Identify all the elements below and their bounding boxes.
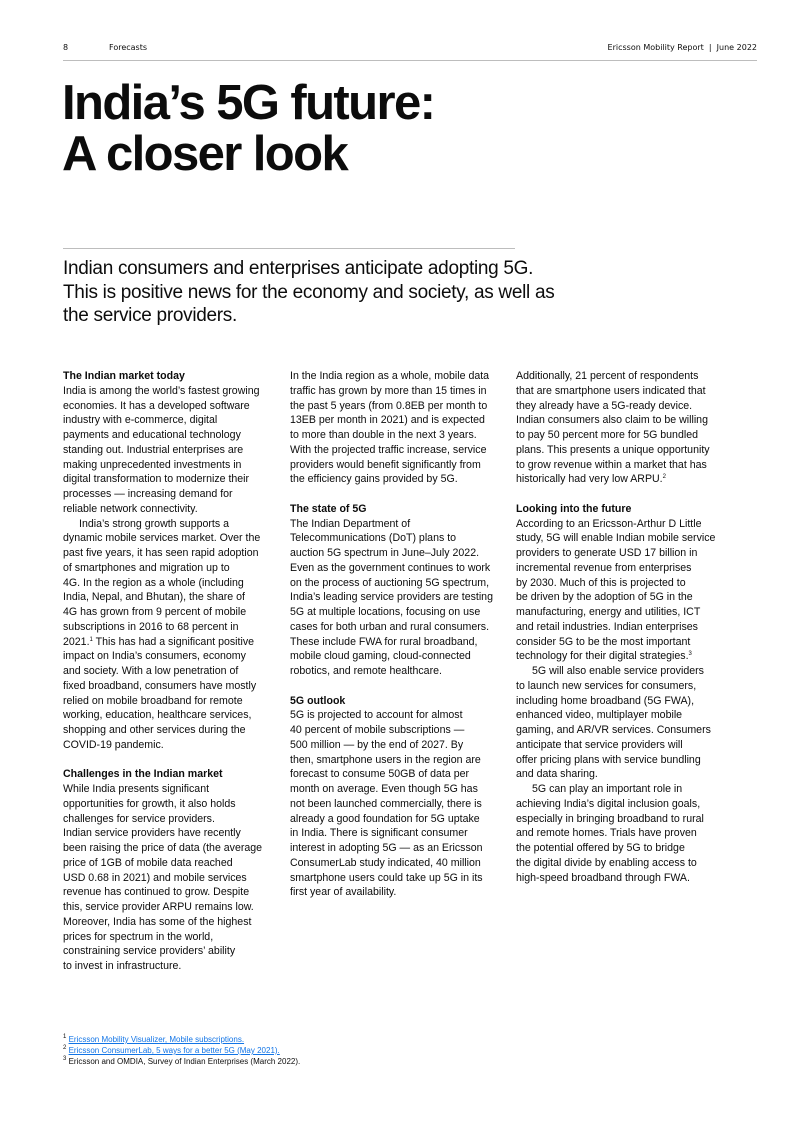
text-line: 5G can play an important role in: [532, 783, 683, 795]
text-line: to pay 50 percent more for 5G bundled: [516, 429, 698, 441]
footnote-number: 1: [63, 1034, 67, 1040]
text-line: first year of availability.: [290, 886, 397, 899]
text-line: 4G has grown from 9 percent of mobile: [63, 606, 247, 618]
text-line: be driven by the adoption of 5G in the: [516, 591, 693, 604]
text-line: opportunities for growth, it also holds: [63, 797, 236, 810]
text-line: historically had very low ARPU.$^2$: [516, 473, 666, 486]
text-line: providers to generate USD 17 billion in: [516, 547, 698, 559]
text-line: of smartphones and migration up to: [63, 561, 230, 574]
text-line: past five years, it has seen rapid adoption: [63, 547, 259, 559]
text-line: Indian service providers have recently: [63, 827, 241, 840]
paragraph: [63, 517, 293, 753]
text-line: economies. It has a developed software: [63, 399, 250, 412]
text-line: price of 1GB of mobile data reached: [63, 856, 233, 869]
text-line: prices for spectrum in the world,: [63, 930, 214, 943]
text-line: shopping and other services during the: [63, 724, 246, 736]
text-line: reliable network connectivity.: [63, 502, 198, 515]
text-line: dynamic mobile services market. Over the: [63, 532, 261, 545]
footnote-number: 3: [63, 1056, 67, 1062]
text-line: providers would benefit significantly from: [290, 458, 481, 471]
title-line: A closer look: [62, 127, 348, 181]
text-line: ConsumerLab study indicated, 40 million: [290, 856, 481, 869]
section-name: Forecasts: [109, 43, 148, 52]
text-line: Telecommunications (DoT) plans to: [290, 532, 457, 545]
column-1: [63, 369, 293, 974]
footnote-link[interactable]: Ericsson Mobility Visualizer, Mobile subscriptions.: [68, 1035, 245, 1044]
text-line: The Indian Department of: [290, 517, 411, 530]
text-line: 13EB per month in 2021) and is expected: [290, 414, 485, 427]
text-line: Moreover, India has some of the highest: [63, 915, 252, 928]
text-line: Additionally, 21 percent of respondents: [516, 370, 699, 382]
text-line: by 2030. Much of this is projected to: [516, 576, 686, 589]
footnote: [63, 1045, 300, 1056]
paragraph: [516, 782, 746, 885]
text-line: subscriptions in 2016 to 68 percent in: [63, 620, 239, 633]
text-line: to grow revenue within a market that has: [516, 458, 707, 471]
text-line: cases for both urban and rural consumers.: [290, 620, 490, 633]
text-line: digital transformation to modernize their: [63, 473, 250, 486]
text-line: then, smartphone users in the region are: [290, 753, 481, 766]
text-line: 5G at multiple locations, focusing on use: [290, 606, 481, 618]
text-line: relied on mobile broadband for remote: [63, 694, 243, 707]
text-line: constraining service providers’ ability: [63, 945, 236, 958]
footnote: [63, 1034, 300, 1045]
text-line: payments and educational technology: [63, 429, 241, 441]
footnote-marker: 2: [662, 474, 666, 481]
intro-line: Indian consumers and enterprises anticipate adopting 5G.: [63, 258, 534, 279]
text-line: traffic has grown by more than 15 times in: [290, 384, 487, 397]
intro-line: This is positive news for the economy and society, as well as: [63, 281, 555, 303]
text-line: they already have a 5G-ready device.: [516, 399, 693, 412]
text-line: the past 5 years (from 0.8EB per month to: [290, 399, 488, 412]
text-line: While India presents significant: [63, 783, 210, 795]
intro-lede: [63, 257, 555, 328]
text-line: 2021.$^1$ This has had a significant positive: [63, 635, 255, 648]
footnote: [63, 1056, 300, 1067]
text-line: including home broadband (5G FWA),: [516, 694, 695, 707]
paragraph: [63, 782, 293, 974]
text-line: Even as the government continues to work: [290, 561, 491, 574]
text-line: working, education, healthcare services,: [63, 709, 252, 722]
text-line: 5G will also enable service providers: [532, 665, 704, 677]
text-line: India is among the world’s fastest growing: [63, 384, 260, 397]
text-line: smartphone users could take up 5G in its: [290, 871, 483, 884]
paragraph: [290, 708, 520, 900]
text-line: achieving India’s digital inclusion goals,: [516, 797, 701, 810]
paragraph: [63, 384, 293, 517]
text-line: the potential offered by 5G to bridge: [516, 842, 685, 854]
text-line: revenue has continued to grow. Despite: [63, 886, 250, 899]
text-line: 40 percent of mobile subscriptions —: [290, 724, 465, 736]
section-heading: The state of 5G: [290, 502, 367, 515]
text-line: this, service provider ARPU remains low.: [63, 901, 254, 913]
footnote-number: 2: [63, 1045, 67, 1051]
text-line: industry with e-commerce, digital: [63, 414, 218, 427]
text-line: According to an Ericsson-Arthur D Little: [516, 517, 702, 530]
report-name: Ericsson Mobility Report | June 2022: [607, 43, 757, 52]
text-line: incremental revenue from enterprises: [516, 561, 692, 574]
paragraph: [290, 369, 520, 487]
intro-line: the service providers.: [63, 305, 237, 326]
text-line: impact on India’s consumers, economy: [63, 650, 246, 663]
footnote-text: Ericsson and OMDIA, Survey of Indian Enterprises (March 2022).: [68, 1057, 301, 1066]
spacer: [63, 753, 293, 768]
text-line: offer pricing plans with service bundling: [516, 753, 701, 766]
spacer: [516, 487, 746, 502]
text-line: enhanced video, multiplayer mobile: [516, 709, 683, 722]
text-line: study, 5G will enable Indian mobile service: [516, 532, 716, 545]
text-line: already a good foundation for 5G uptake: [290, 812, 480, 825]
text-line: to invest in infrastructure.: [63, 960, 182, 972]
footnote-link[interactable]: Ericsson ConsumerLab, 5 ways for a better 5G (May 2021).: [68, 1046, 280, 1055]
text-line: processes — increasing demand for: [63, 488, 233, 500]
text-line: India’s strong growth supports a: [79, 517, 229, 530]
title-divider: [63, 248, 515, 249]
text-line: forecast to consume 50GB of data per: [290, 768, 470, 781]
text-line: gaming, and AR/VR services. Consumers: [516, 724, 711, 736]
text-line: auction 5G spectrum in June–July 2022.: [290, 547, 480, 559]
section-heading: Looking into the future: [516, 502, 632, 515]
footnote-marker: 3: [688, 651, 692, 658]
text-line: not been launched commercially, there is: [290, 797, 482, 810]
text-line: 4G. In the region as a whole (including: [63, 576, 244, 589]
text-line: and data sharing.: [516, 768, 598, 781]
text-line: making unprecedented investments in: [63, 458, 242, 471]
text-line: that are smartphone users indicated that: [516, 384, 706, 397]
text-line: especially in bringing broadband to rural: [516, 812, 704, 825]
text-line: month on average. Even though 5G has: [290, 783, 478, 795]
section-heading: 5G outlook: [290, 694, 346, 707]
text-line: and retail industries. Indian enterprises: [516, 620, 698, 633]
text-line: India, Nepal, and Bhutan), the share of: [63, 591, 245, 604]
paragraph: [516, 369, 746, 487]
text-line: and remote homes. Trials have proven: [516, 827, 697, 840]
text-line: These include FWA for rural broadband,: [290, 635, 478, 648]
text-line: India’s leading service providers are testing: [290, 591, 493, 604]
paragraph: [516, 664, 746, 782]
text-line: anticipate that service providers will: [516, 738, 683, 751]
text-line: in India. There is significant consumer: [290, 827, 468, 840]
page-number: 8: [63, 43, 69, 52]
text-line: 5G is projected to account for almost: [290, 709, 463, 722]
text-line: to launch new services for consumers,: [516, 679, 697, 692]
text-line: interest in adopting 5G — as an Ericsson: [290, 842, 483, 854]
text-line: 500 million — by the end of 2027. By: [290, 738, 464, 751]
text-line: the digital divide by enabling access to: [516, 856, 697, 869]
text-line: COVID-19 pandemic.: [63, 738, 164, 751]
column-2: [290, 369, 520, 900]
footnotes: [63, 1034, 300, 1067]
text-line: robotics, and remote healthcare.: [290, 665, 442, 677]
text-line: to more than double in the next 3 years.: [290, 429, 477, 441]
footnote-marker: 1: [89, 636, 93, 643]
section-heading: The Indian market today: [63, 370, 185, 382]
text-line: on the process of auctioning 5G spectrum,: [290, 576, 490, 589]
spacer: [290, 679, 520, 694]
section-heading: Challenges in the Indian market: [63, 768, 223, 781]
page-title: [62, 78, 434, 180]
text-line: been raising the price of data (the average: [63, 842, 263, 854]
text-line: challenges for service providers.: [63, 812, 215, 825]
text-line: In the India region as a whole, mobile data: [290, 370, 490, 382]
text-line: technology for their digital strategies.$^3$: [516, 650, 692, 663]
header-rule: [63, 60, 757, 61]
paragraph: [290, 517, 520, 679]
text-line: the efficiency gains provided by 5G.: [290, 473, 458, 486]
text-line: Indian consumers also claim to be willing: [516, 414, 708, 427]
text-line: mobile cloud gaming, cloud-connected: [290, 650, 471, 663]
text-line: and society. With a low penetration of: [63, 665, 239, 677]
text-line: USD 0.68 in 2021) and mobile services: [63, 871, 247, 884]
text-line: standing out. Industrial enterprises are: [63, 443, 244, 456]
text-line: With the projected traffic increase, service: [290, 443, 487, 456]
paragraph: [516, 517, 746, 665]
text-line: manufacturing, energy and utilities, ICT: [516, 606, 701, 618]
text-line: plans. This presents a unique opportunity: [516, 443, 710, 456]
text-line: high-speed broadband through FWA.: [516, 871, 690, 884]
title-line: India’s 5G future:: [62, 76, 435, 130]
text-line: fixed broadband, consumers have mostly: [63, 679, 257, 692]
text-line: consider 5G to be the most important: [516, 635, 691, 648]
column-3: [516, 369, 746, 885]
spacer: [290, 487, 520, 502]
